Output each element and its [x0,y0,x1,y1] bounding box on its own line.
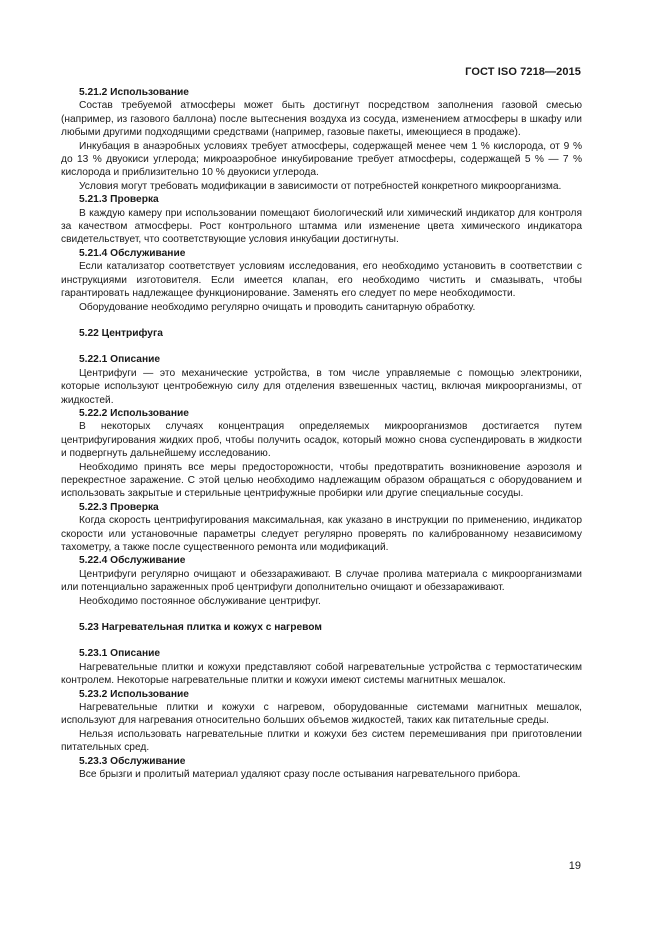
heading-5-23-3: 5.23.3 Обслуживание [79,755,186,767]
paragraph: Нельзя использовать нагревательные плитки и кожухи без систем перемешивания при приготовлении питательных сред. [61,728,582,754]
paragraph: Инкубация в анаэробных условиях требует атмосферы, содержащей менее чем 1 % кислорода, от 9 % до 13 % двуокиси углерода; микроаэробное инкубирование требует атмосферы, содержащей 5 % — 7 % кислорода и приблизительно 10 % двуокиси углерода. [61,140,582,179]
paragraph: Нагревательные плитки и кожухи представляют собой нагревательные устройства с термостатическим контролем. Некоторые нагревательные плитки и кожухи имеют системы магнитных мешалок. [61,661,582,687]
heading-5-23-2: 5.23.2 Использование [79,688,189,700]
paragraph: Оборудование необходимо регулярно очищать и проводить санитарную обработку. [79,301,476,313]
paragraph: Нагревательные плитки и кожухи с нагревом, оборудованные системами магнитных мешалок, используют для нагревания относительно больших объемов жидкостей, таких как питательные среды. [61,702,582,727]
page-number: 19 [568,860,581,872]
paragraph: Центрифуги — это механические устройства, в том числе управляемые с помощью электроники, которые используют центробежную силу для отделения взвешенных частиц, включая микроорганизмы, от жидкостей. [61,367,582,406]
paragraph: В каждую камеру при использовании помещают биологический или химический индикатор для контроля за качеством атмосферы. Рост контрольного штамма или изменение цвета химического индикатора свидетельствует, что соответствующие условия инкубации достигнуты. [61,207,582,246]
heading-5-22-4: 5.22.4 Обслуживание [79,555,186,567]
heading-5-22-1: 5.22.1 Описание [79,354,161,366]
paragraph: Условия могут требовать модификации в зависимости от потребностей конкретного микроорганизма. [79,180,562,192]
paragraph: Все брызги и пролитый материал удаляют сразу после остывания нагревательного прибора. [79,769,521,781]
heading-5-21-2: 5.21.2 Использование [79,87,189,98]
paragraph: Когда скорость центрифугирования максимальная, как указано в инструкции по применению, индикатор скорости или установочные параметры следует регулярно проверять по калиброванному независимому тахометру, а также после существенного ремонта или модификаций. [61,515,582,553]
heading-5-23-1: 5.23.1 Описание [79,648,161,660]
heading-5-22-3: 5.22.3 Проверка [79,501,159,513]
document-body [61,86,582,782]
heading-5-21-3: 5.21.3 Проверка [79,194,159,206]
paragraph: Если катализатор соответствует условиям исследования, его необходимо установить в соответствии с инструкциями изготовителя. Если имеется клапан, его необходимо чистить и смазывать, чтобы гарантировать надлежащее функционирование. Заменять его следует по мере необходимости. [61,261,582,300]
standard-header: ГОСТ ISO 7218—2015 [465,66,581,78]
paragraph: Центрифуги регулярно очищают и обеззараживают. В случае пролива материала с микроорганизмами или потенциально зараженных проб центрифуги дополнительно очищают и обеззараживают. [61,568,582,594]
paragraph: В некоторых случаях концентрация определяемых микроорганизмов достигается путем центрифугирования жидких проб, чтобы получить осадок, который можно снова суспендировать в жидкости и подвергнуть дальнейшему исследованию. [61,421,582,460]
paragraph: Необходимо постоянное обслуживание центрифуг. [79,595,321,607]
heading-5-22: 5.22 Центрифуга [79,327,163,339]
heading-5-22-2: 5.22.2 Использование [79,407,189,419]
paragraph: Необходимо принять все меры предосторожности, чтобы предотвратить возникновение аэрозоля и перекрестное заражение. С этой целью необходимо надлежащим образом обращаться с оборудованием и использовать закрытые и стерильные центрифужные пробирки или другие специальные сосуды. [61,461,582,500]
paragraph: Состав требуемой атмосферы может быть достигнут посредством заполнения газовой смесью (например, из газового баллона) после вытеснения воздуха из сосуда, изменением атмосферы в шкафу или любыми другими подходящими средствами (например, газовые пакеты, имеющиеся в продаже). [61,100,582,139]
heading-5-21-4: 5.21.4 Обслуживание [79,247,186,259]
heading-5-23: 5.23 Нагревательная плитка и кожух с нагревом [79,622,322,634]
